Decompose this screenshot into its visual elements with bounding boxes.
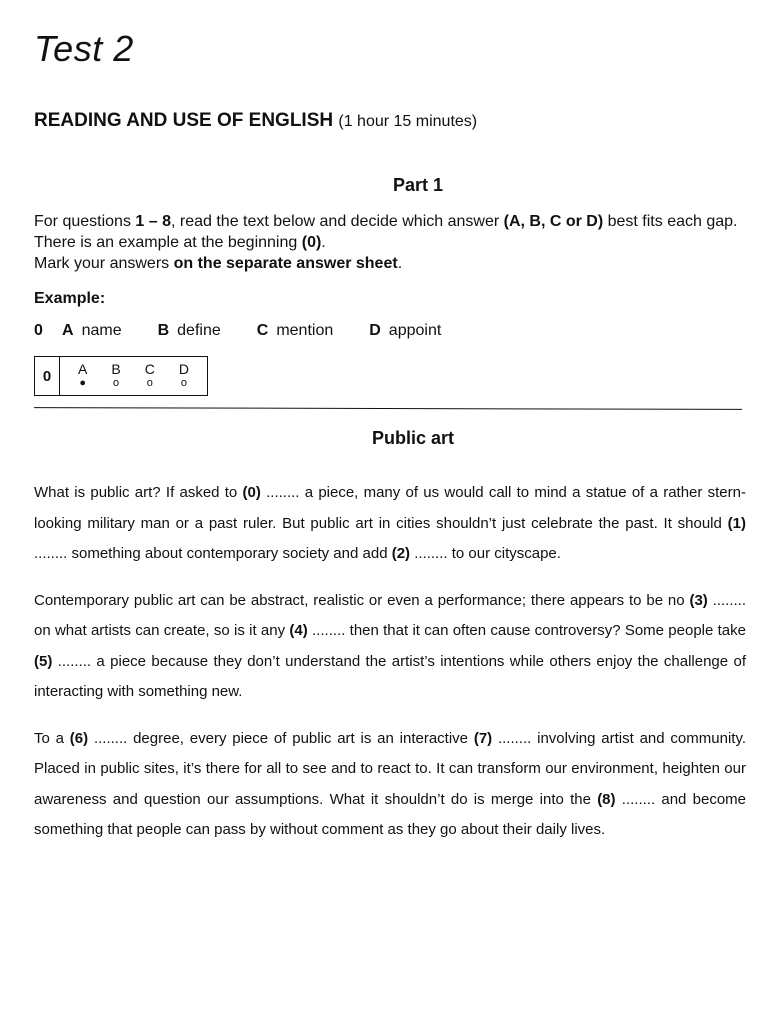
answer-cell-b: B o bbox=[111, 361, 121, 389]
answer-mark-empty-icon: o bbox=[112, 377, 120, 389]
answer-cell-c: C o bbox=[144, 361, 155, 389]
instruction-line-2: There is an example at the beginning (0). bbox=[34, 234, 326, 251]
example-option-a: A name bbox=[62, 322, 122, 339]
example-number: 0 bbox=[34, 322, 43, 339]
example-option-b: B define bbox=[157, 322, 221, 339]
example-option-d: D appoint bbox=[369, 322, 442, 339]
answer-cell-a: A ● bbox=[78, 361, 88, 389]
example-option-c: C mention bbox=[256, 322, 334, 339]
page-title: Test 2 bbox=[34, 28, 134, 69]
passage-paragraph-1: What is public art? If asked to (0) ........ a piece, many of us would call to mind a statue of a rather stern-looking military man or a past ruler. But public art in cities shouldn’t just celebrate the past. It should (1) ........ something about contemporary society and add (2) ........ to our cityscape. bbox=[34, 484, 746, 562]
answer-mark-filled-icon: ● bbox=[79, 377, 86, 389]
section-duration: (1 hour 15 minutes) bbox=[338, 113, 478, 130]
example-label: Example: bbox=[34, 290, 106, 307]
answer-cell-d: D o bbox=[178, 361, 189, 389]
instruction-line-3: Mark your answers on the separate answer sheet. bbox=[34, 255, 403, 272]
section-divider bbox=[34, 407, 742, 410]
passage bbox=[34, 478, 746, 862]
answer-mark-empty-icon: o bbox=[146, 377, 153, 389]
answer-box-cells bbox=[60, 357, 207, 395]
answer-box-number: 0 bbox=[35, 357, 60, 395]
example-options bbox=[34, 322, 477, 340]
passage-title: Public art bbox=[371, 428, 455, 448]
example-answer-box bbox=[34, 356, 208, 396]
instructions bbox=[34, 211, 754, 274]
passage-paragraph-2: Contemporary public art can be abstract, realistic or even a performance; there appears to be no (3) ........ on what artists can create, so is it any (4) ........ then that it can often cause controversy? Some people take (5) ........ a piece because they don’t understand the artist’s intentions while others enjoy the challenge of interacting with something new. bbox=[34, 591, 746, 700]
part-title: Part 1 bbox=[392, 175, 444, 195]
section-title bbox=[34, 110, 477, 132]
passage-paragraph-3: To a (6) ........ degree, every piece of public art is an interactive (7) ........ involving artist and community. Placed in public sites, it’s there for all to see and to react to. It can transform our environment, heighten our awareness and question our assumptions. What it shouldn’t do is merge into the (8) ........ and become something that people can pass by without comment as they go about their daily lives. bbox=[34, 729, 747, 838]
instruction-line-1: For questions 1 – 8, read the text below and decide which answer (A, B, C or D) best fits each gap. bbox=[34, 213, 738, 230]
answer-mark-empty-icon: o bbox=[180, 377, 187, 389]
section-title-text: READING AND USE OF ENGLISH bbox=[34, 110, 334, 131]
